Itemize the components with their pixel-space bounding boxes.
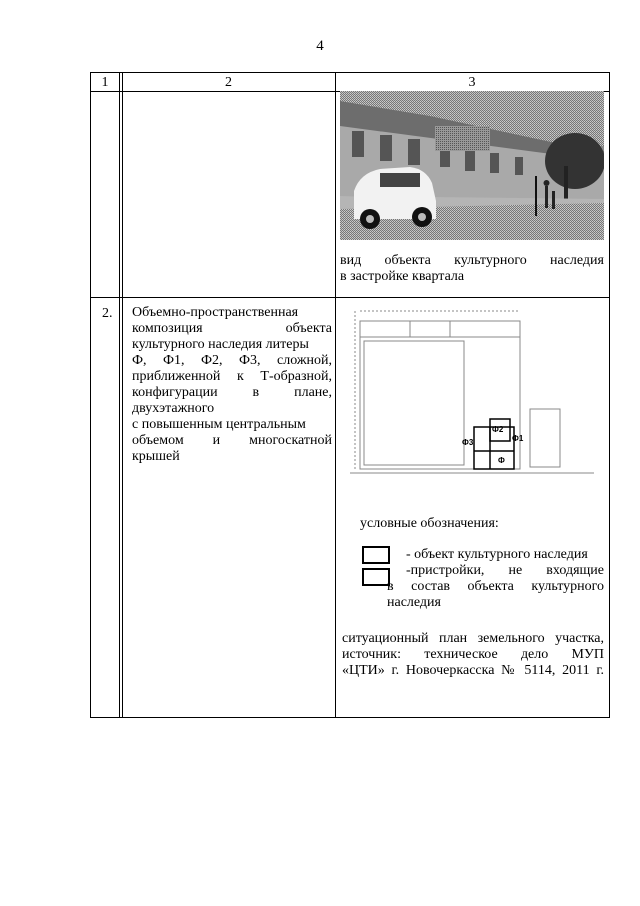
- header-col-2: 2: [225, 75, 232, 90]
- legend-item-extensions-line3: наследия: [387, 595, 441, 610]
- description-line: объемом и многоскатной: [132, 433, 333, 448]
- column-divider: [119, 73, 120, 717]
- photo-caption-line2: в застройке квартала: [340, 269, 465, 284]
- plan-caption-line3: «ЦТИ» г. Новочеркасска № 5114, 2011 г.: [342, 663, 604, 678]
- plan-caption-line2: источник: техническое дело МУП: [342, 647, 604, 662]
- site-plan-drawing: [350, 301, 594, 481]
- row-number: 2.: [102, 306, 113, 321]
- legend-item-heritage: - объект культурного наследия: [406, 547, 588, 562]
- svg-text:Ф3: Ф3: [462, 438, 474, 447]
- legend-item-extensions-line2: в состав объекта культурного: [387, 579, 605, 594]
- header-col-1: 1: [101, 75, 109, 90]
- header-col-3: 3: [468, 75, 476, 90]
- description-line: двухэтажного: [132, 401, 215, 416]
- legend-box-extensions: [362, 568, 390, 586]
- description-line: культурного наследия литеры: [132, 337, 309, 352]
- page-number: 4: [316, 38, 324, 54]
- legend-box-heritage: [362, 546, 390, 564]
- legend-item-extensions-line1: -пристройки, не входящие: [406, 563, 605, 578]
- description-line: конфигурации в плане,: [132, 385, 333, 400]
- column-divider: [335, 73, 336, 717]
- description-line: с повышенным центральным: [132, 417, 306, 432]
- street-photo: [340, 91, 604, 240]
- description-line: приближенной к Т-образной,: [132, 369, 332, 384]
- plan-caption-line1: ситуационный план земельного участка,: [342, 631, 604, 646]
- svg-text:Ф1: Ф1: [512, 434, 524, 443]
- photo-caption-line1: вид объекта культурного наследия: [340, 253, 604, 268]
- svg-text:Ф: Ф: [498, 456, 505, 465]
- document-table: [90, 72, 610, 718]
- svg-text:Ф2: Ф2: [492, 425, 504, 434]
- description-line: Объемно-пространственная: [132, 305, 299, 320]
- row-divider: [91, 297, 609, 298]
- object-description: [132, 305, 332, 465]
- description-line: Ф, Ф1, Ф2, Ф3, сложной,: [132, 353, 333, 368]
- description-line: композиция объекта: [132, 321, 332, 336]
- description-line: крышей: [132, 449, 180, 464]
- column-divider: [122, 73, 123, 717]
- legend-title: условные обозначения:: [360, 516, 499, 531]
